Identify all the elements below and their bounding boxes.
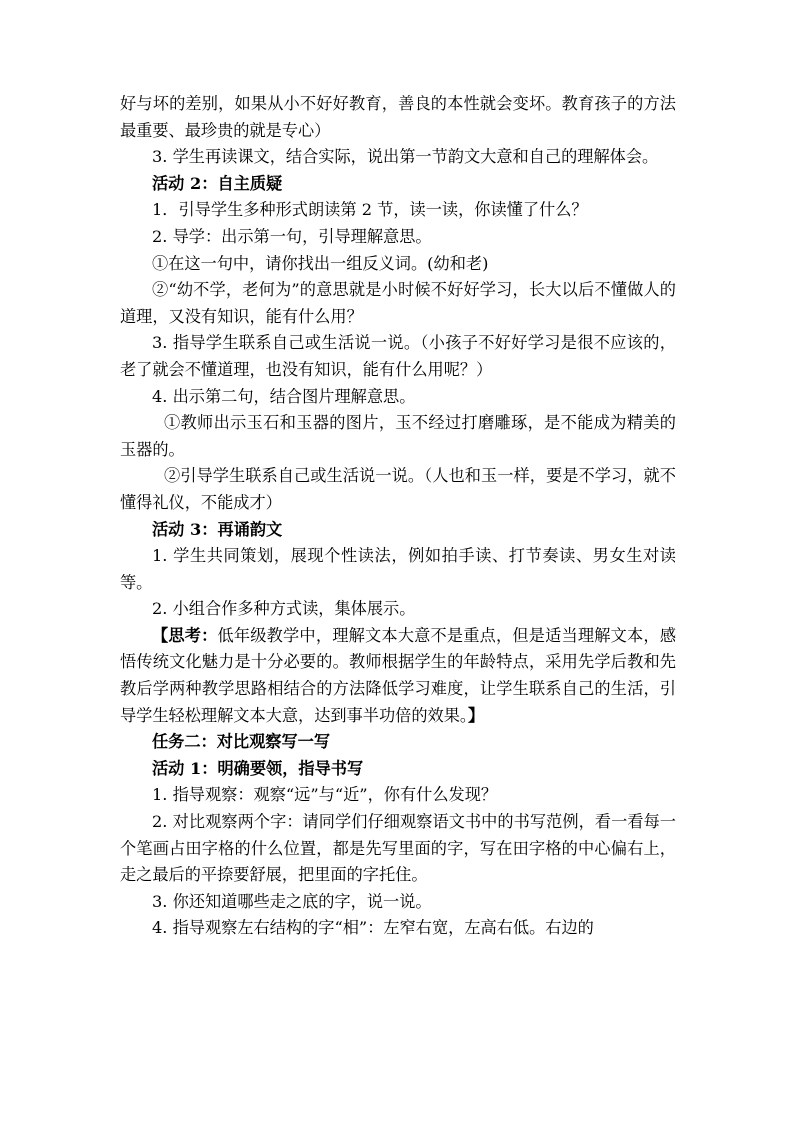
paragraph-compare-characters: 2. 对比观察两个字：请同学们仔细观察语文书中的书写范例，看一看每一个笔画占田字格的什么位置，都是先写里面的字，写在田字格的中心偏右上，走之最后的平捺要舒展，把里面的字托住。 xyxy=(120,812,676,885)
paragraph-step-1-read: 1．引导学生多种形式朗读第 2 节，读一读，你读懂了什么？ xyxy=(152,200,588,220)
paragraph-step-3-reread: 3. 学生再读课文，结合实际，说出第一节韵文大意和自己的理解体会。 xyxy=(152,147,659,167)
heading-activity-3: 活动 3：再诵韵文 xyxy=(152,519,283,539)
paragraph-step-3-relate: 3. 指导学生联系自己或生活说一说。（小孩子不好好学习是很不应该的，老了就会不懂道理，也没有知识，能有什么用呢？） xyxy=(120,333,676,379)
paragraph-thinking-note xyxy=(120,623,676,729)
document-body xyxy=(120,91,676,942)
heading-activity-1-writing: 活动 1：明确要领，指导书写 xyxy=(152,758,364,778)
paragraph-jade-picture: ①教师出示玉石和玉器的图片，玉不经过打磨雕琢，是不能成为精美的玉器的。 xyxy=(120,413,676,459)
heading-activity-2: 活动 2：自主质疑 xyxy=(152,173,283,193)
paragraph-observe-characters: 1. 指导观察：观察“远”与“近”，你有什么发现？ xyxy=(152,785,498,805)
paragraph-step-4-second-sentence: 4. 出示第二句，结合图片理解意思。 xyxy=(152,386,416,406)
thinking-close-label: 】 xyxy=(468,705,485,725)
paragraph-antonym: ①在这一句中，请你找出一组反义词。(幼和老) xyxy=(152,253,489,273)
paragraph-step-2-guide: 2. 导学：出示第一句，引导理解意思。 xyxy=(152,226,432,246)
paragraph-left-right-structure: 4. 指导观察左右结构的字“相”：左窄右宽，左高右低。右边的 xyxy=(152,918,594,938)
paragraph-group-reading: 2. 小组合作多种方式读，集体展示。 xyxy=(152,599,416,619)
paragraph-meaning: ②“幼不学，老何为”的意思就是小时候不好好学习，长大以后不懂做人的道理，又没有知识，能有什么用？ xyxy=(120,280,676,326)
paragraph-continuation: 好与坏的差别，如果从小不好好教育，善良的本性就会变坏。教育孩子的方法最重要、最珍贵的就是专心） xyxy=(120,94,676,140)
thinking-open-label: 【思考： xyxy=(152,625,218,645)
heading-task-2: 任务二：对比观察写一写 xyxy=(152,732,331,752)
paragraph-other-characters: 3. 你还知道哪些走之底的字，说一说。 xyxy=(152,891,432,911)
paragraph-jade-relate: ②引导学生联系自己或生活说一说。（人也和玉一样，要是不学习，就不懂得礼仪，不能成才） xyxy=(120,466,676,512)
paragraph-reading-styles: 1. 学生共同策划，展现个性读法，例如拍手读、打节奏读、男女生对读等。 xyxy=(120,546,676,592)
thinking-body: 低年级教学中，理解文本大意不是重点，但是适当理解文本，感悟传统文化魅力是十分必要的。教师根据学生的年龄特点，采用先学后教和先教后学两种教学思路相结合的方法降低学习难度，让学生联系自己的生活，引导学生轻松理解文本大意，达到事半功倍的效果。 xyxy=(120,625,677,725)
